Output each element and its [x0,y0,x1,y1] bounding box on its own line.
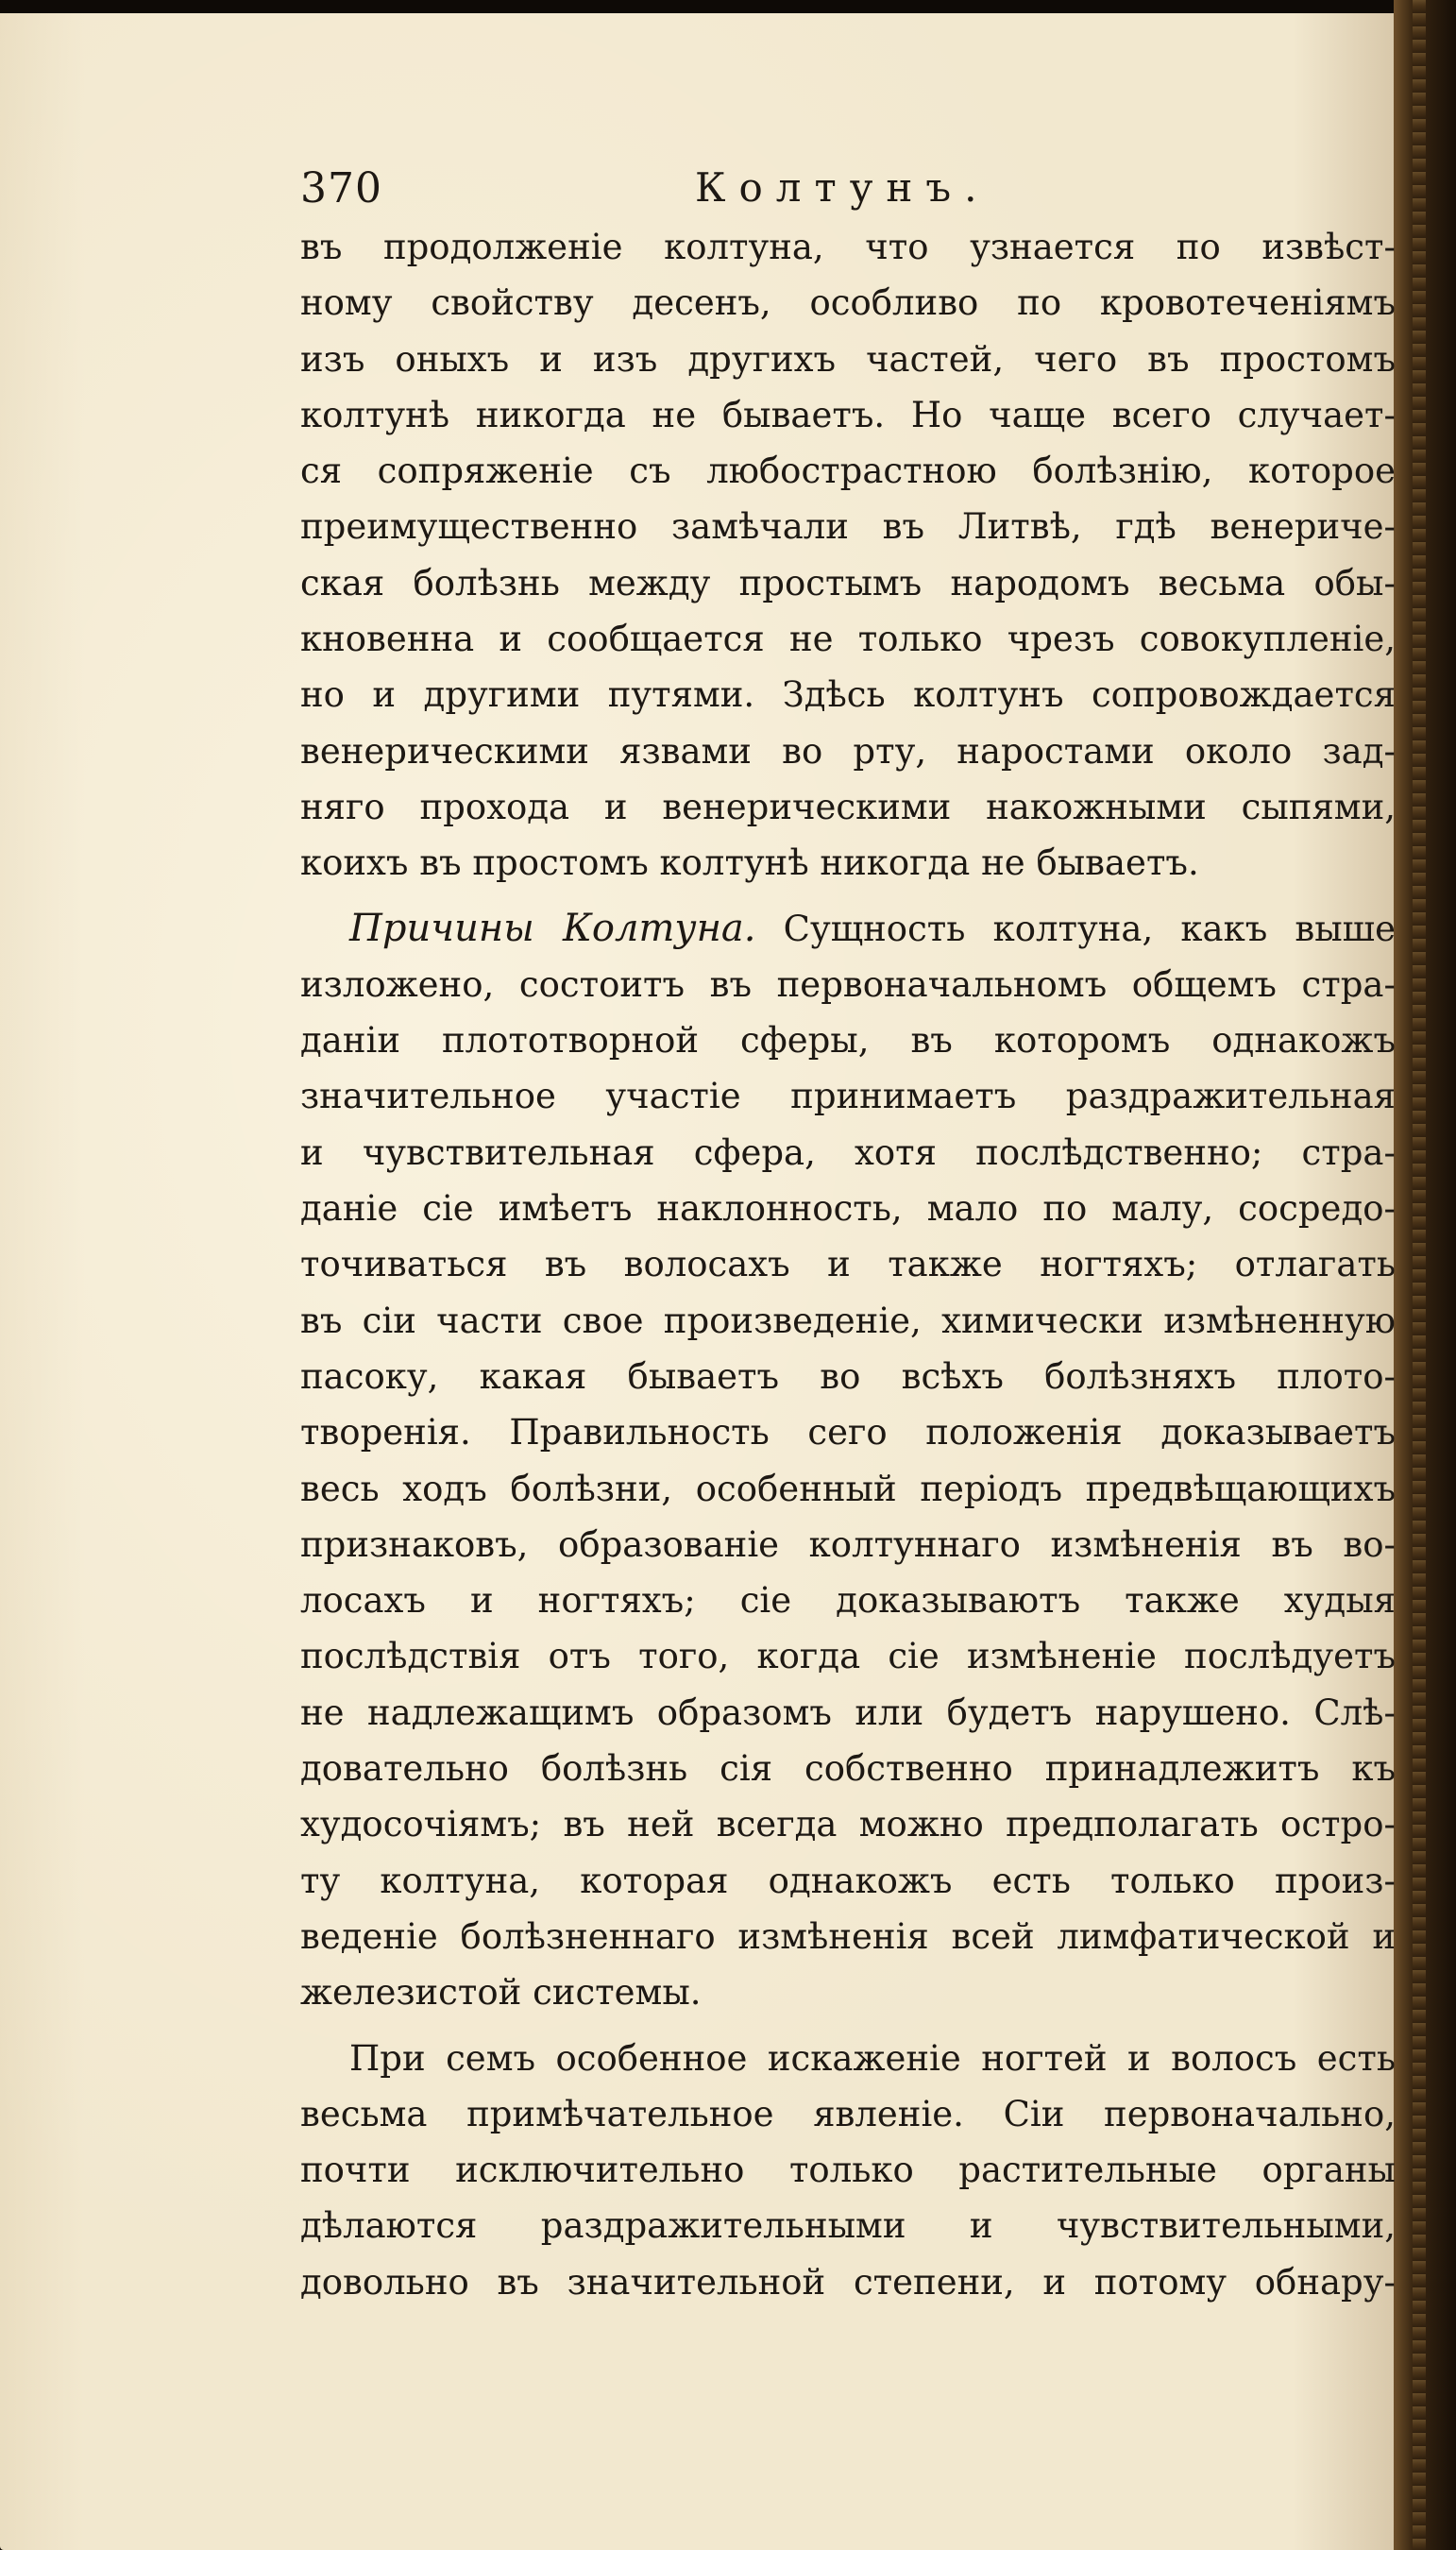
text-line: но и другими путями. Здѣсь колтунъ сопровождается [300,674,1396,716]
text-line: весь ходъ болѣзни, особенный періодъ предвѣщающихъ [300,1468,1396,1509]
page-number: 370 [300,164,382,212]
text-line: преимущественно замѣчали въ Литвѣ, гдѣ венериче- [300,506,1396,548]
paragraph-causes [300,901,1396,2021]
text-line: изъ оныхъ и изъ другихъ частей, чего въ простомъ [300,338,1396,380]
page-text [300,219,1396,2310]
text-line: ся сопряженіе съ любострастною болѣзнію, которое [300,450,1396,492]
text-line: значительное участіе принимаетъ раздражительная [300,1076,1396,1117]
page-stack-edge [1413,0,1426,2550]
running-title: Колтунъ. [695,164,990,211]
text-line: послѣдствія отъ того, когда сіе измѣненіе послѣдуетъ [300,1636,1396,1677]
text-line: въ продолженіе колтуна, что узнается по извѣст- [300,227,1396,267]
text-line: колтунѣ никогда не бываетъ. Но чаще всего случает- [300,394,1396,435]
text-line: ту колтуна, которая однакожъ есть только произ- [300,1860,1396,1901]
text-line: железистой системы. [300,1972,702,2014]
paragraph-nails-hair [300,2031,1396,2310]
text-line: дѣлаются раздражительными и чувствительными, [300,2205,1396,2247]
page-header [300,157,1396,223]
text-line-with-heading [300,901,1396,957]
text-line: и чувствительная сфера, хотя послѣдственно; стра- [300,1131,1396,1173]
section-heading: Причины Колтуна. [349,906,756,950]
text-line: При семъ особенное искаженіе ногтей и волосъ есть [349,2037,1396,2079]
text-line: творенія. Правильность сего положенія доказываетъ [300,1412,1396,1454]
text-line: довольно въ значительной степени, и потому обнару- [300,2261,1396,2303]
text-line: точиваться въ волосахъ и также ногтяхъ; отлагать [300,1244,1396,1285]
text-line: изложено, состоитъ въ первоначальномъ общемъ стра- [300,963,1396,1005]
text-line: пасоку, какая бываетъ во всѣхъ болѣзняхъ плото- [300,1355,1396,1397]
text-line: худосочіямъ; въ ней всегда можно предполагать остро- [300,1804,1396,1845]
text-line: въ сіи части свое произведеніе, химически измѣненную [300,1300,1396,1341]
text-line: даніи плототворной сферы, въ которомъ однакожъ [300,1020,1396,1062]
text-line: признаковъ, образованіе колтуннаго измѣненія въ во- [300,1523,1396,1565]
text-line: венерическими язвами во рту, наростами около зад- [300,730,1396,772]
text-line: няго прохода и венерическими накожными сыпями, [300,786,1396,827]
text-line: лосахъ и ногтяхъ; сіе доказываютъ также худыя [300,1580,1396,1622]
text-line: даніе сіе имѣетъ наклонность, мало по малу, сосредо- [300,1188,1396,1230]
text-line: коихъ въ простомъ колтунѣ никогда не бываетъ. [300,842,1199,884]
paragraph-continuation [300,219,1396,892]
text-line: не надлежащимъ образомъ или будетъ нарушено. Слѣ- [300,1692,1396,1733]
text-line: кновенна и сообщается не только чрезъ совокупленіе, [300,619,1396,660]
text-line: весьма примѣчательное явленіе. Сіи первоначально, [300,2093,1396,2134]
text-line: почти исключительно только растительные органы [300,2150,1396,2191]
text-line: веденіе болѣзненнаго измѣненія всей лимфатической и [300,1915,1396,1957]
text-line: довательно болѣзнь сія собственно принадлежитъ къ [300,1748,1396,1790]
text-line: Сущность колтуна, какъ выше [755,908,1396,949]
text-line: ному свойству десенъ, особливо по кровотеченіямъ [300,282,1396,324]
text-line: ская болѣзнь между простымъ народомъ весьма обы- [300,562,1396,604]
